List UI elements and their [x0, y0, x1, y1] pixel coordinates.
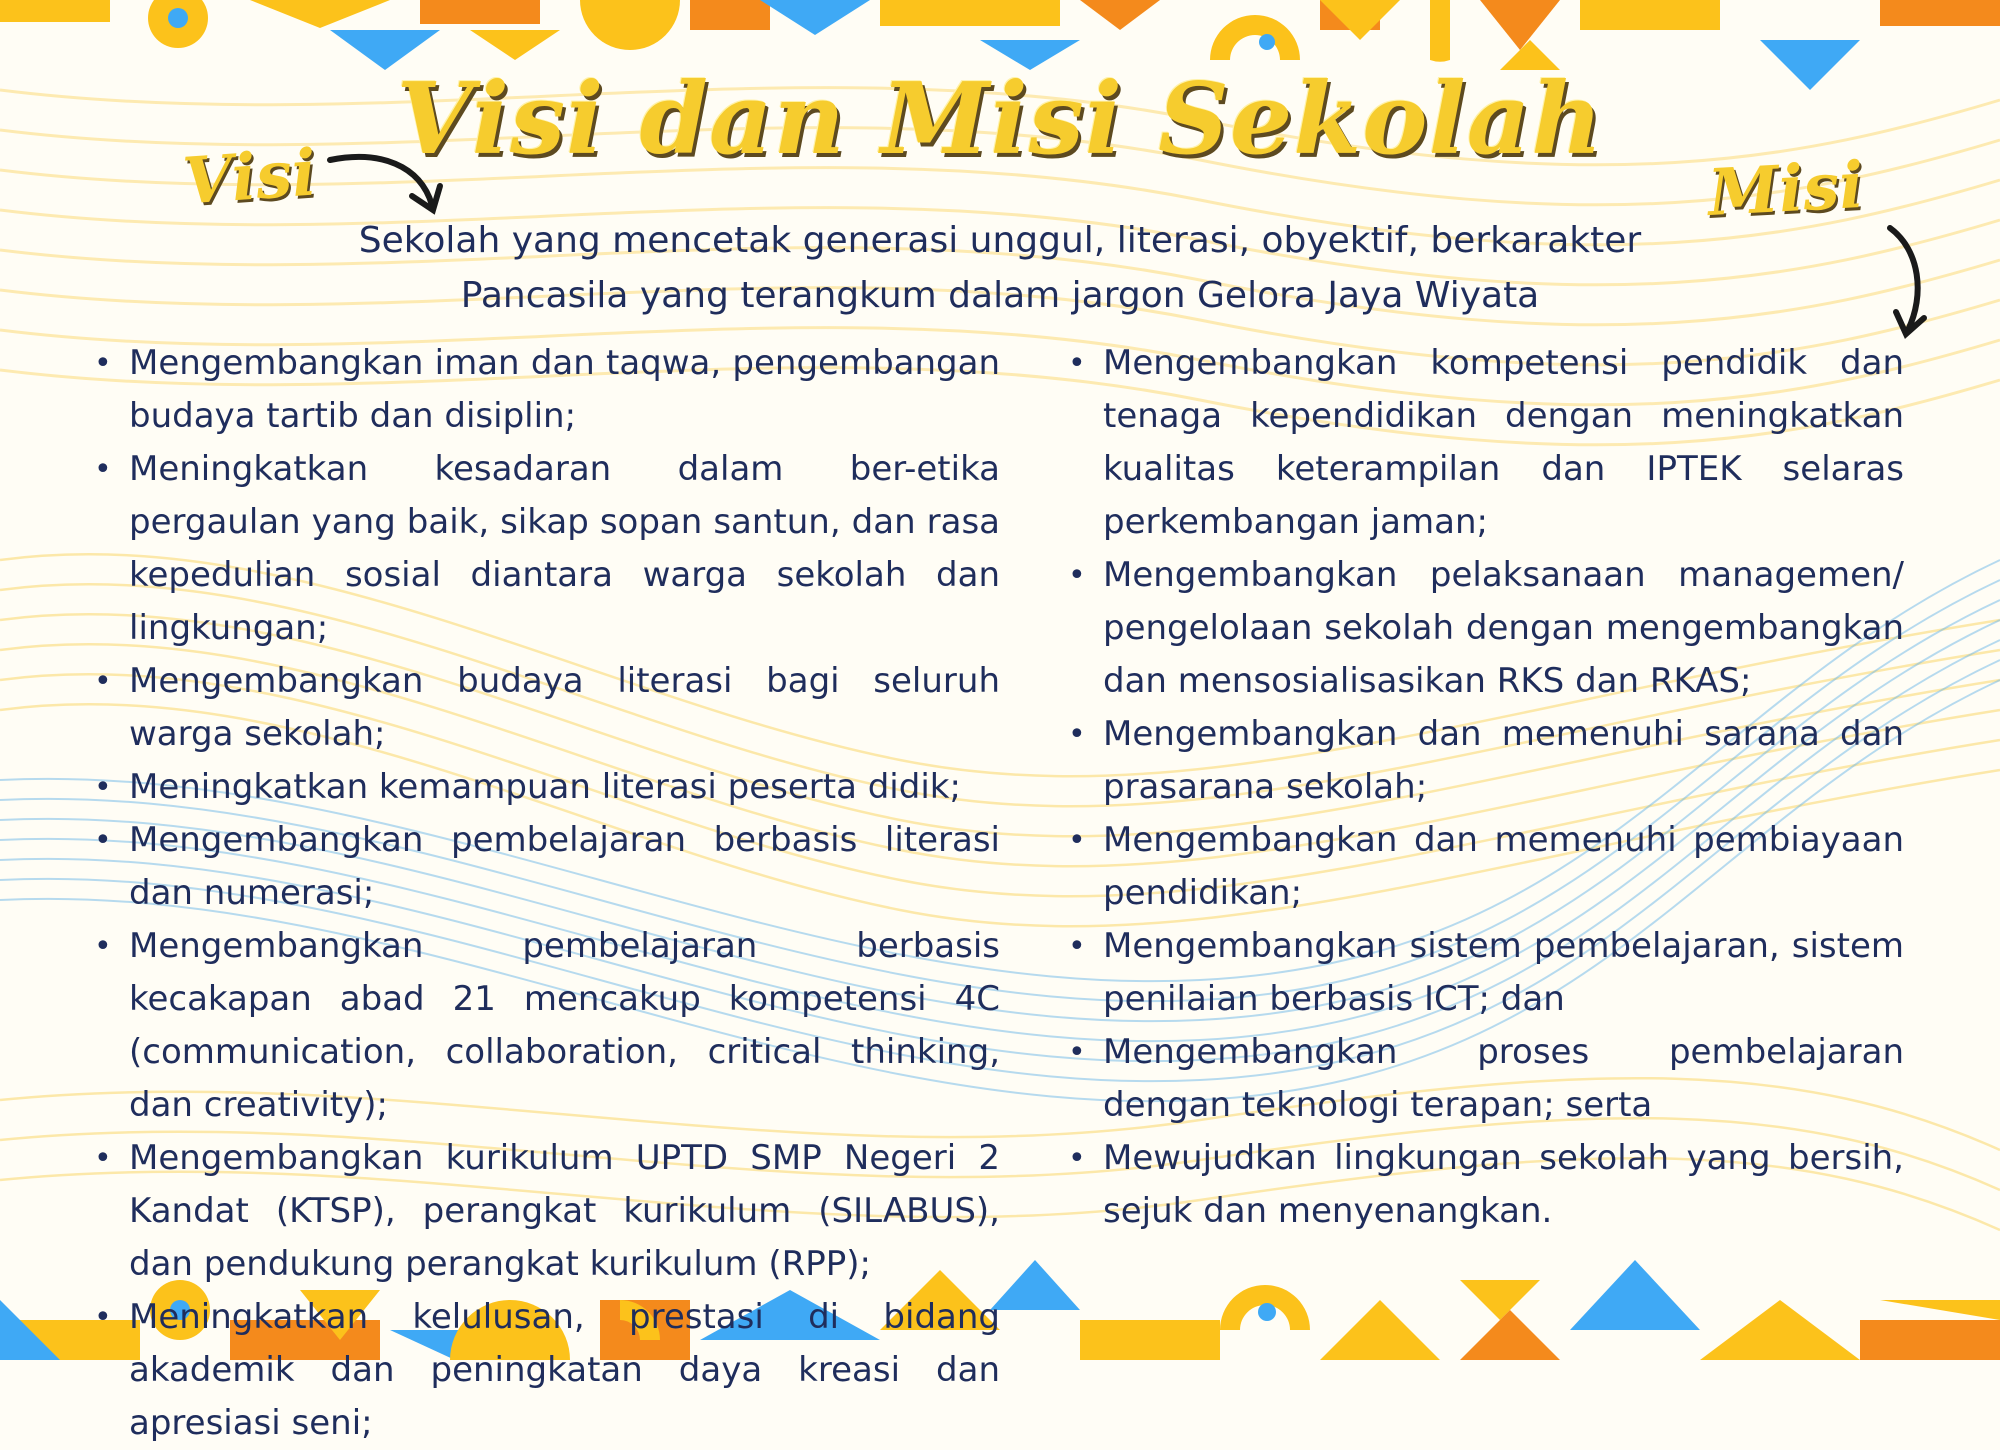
list-item: • Mengembangkan sistem pembelajaran, sistem penilaian berbasis ICT; dan	[1066, 920, 1904, 1026]
list-item: • Mengembangkan dan memenuhi sarana dan prasarana sekolah;	[1066, 708, 1904, 814]
misi-label: Misi	[1706, 147, 1866, 232]
mission-list-right	[1066, 337, 1904, 1238]
list-item: • Mengembangkan pelaksanaan managemen/ pengelolaan sekolah dengan mengembangkan dan mensosialisasikan RKS dan RKAS;	[1066, 549, 1904, 708]
list-item: • Mengembangkan kurikulum UPTD SMP Negeri 2 Kandat (KTSP), perangkat kurikulum (SILABUS), dan pendukung perangkat kurikulum (RPP);	[92, 1132, 1000, 1291]
vision-statement	[330, 213, 1670, 323]
visi-label: Visi	[180, 135, 319, 220]
list-item: • Meningkatkan kesadaran dalam ber-etika pergaulan yang baik, sikap sopan santun, dan rasa kepedulian sosial diantara warga sekolah dan lingkungan;	[92, 443, 1000, 655]
list-item: • Mengembangkan pembelajaran berbasis literasi dan numerasi;	[92, 814, 1000, 920]
page-title: Visi dan Misi Sekolah	[396, 62, 1604, 177]
list-item: • Meningkatkan kemampuan literasi peserta didik;	[92, 761, 1000, 814]
mission-list-left	[92, 337, 1000, 1450]
list-item: • Meningkatkan kelulusan, prestasi di bidang akademik dan peningkatan daya kreasi dan apresiasi seni;	[92, 1291, 1000, 1450]
list-item: • Mengembangkan dan memenuhi pembiayaan pendidikan;	[1066, 814, 1904, 920]
list-item: • Mewujudkan lingkungan sekolah yang bersih, sejuk dan menyenangkan.	[1066, 1132, 1904, 1238]
list-item: • Mengembangkan iman dan taqwa, pengembangan budaya tartib dan disiplin;	[92, 337, 1000, 443]
vision-line-1: Sekolah yang mencetak generasi unggul, literasi, obyektif, berkarakter	[358, 220, 1642, 261]
vision-line-2: Pancasila yang terangkum dalam jargon Gelora Jaya Wiyata	[460, 275, 1540, 316]
list-item: • Mengembangkan pembelajaran berbasis kecakapan abad 21 mencakup kompetensi 4C (communication, collaboration, critical thinking, dan creativity);	[92, 920, 1000, 1132]
list-item: • Mengembangkan budaya literasi bagi seluruh warga sekolah;	[92, 655, 1000, 761]
list-item: • Mengembangkan kompetensi pendidik dan tenaga kependidikan dengan meningkatkan kualitas keterampilan dan IPTEK selaras perkembangan jaman;	[1066, 337, 1904, 549]
list-item: • Mengembangkan proses pembelajaran dengan teknologi terapan; serta	[1066, 1026, 1904, 1132]
